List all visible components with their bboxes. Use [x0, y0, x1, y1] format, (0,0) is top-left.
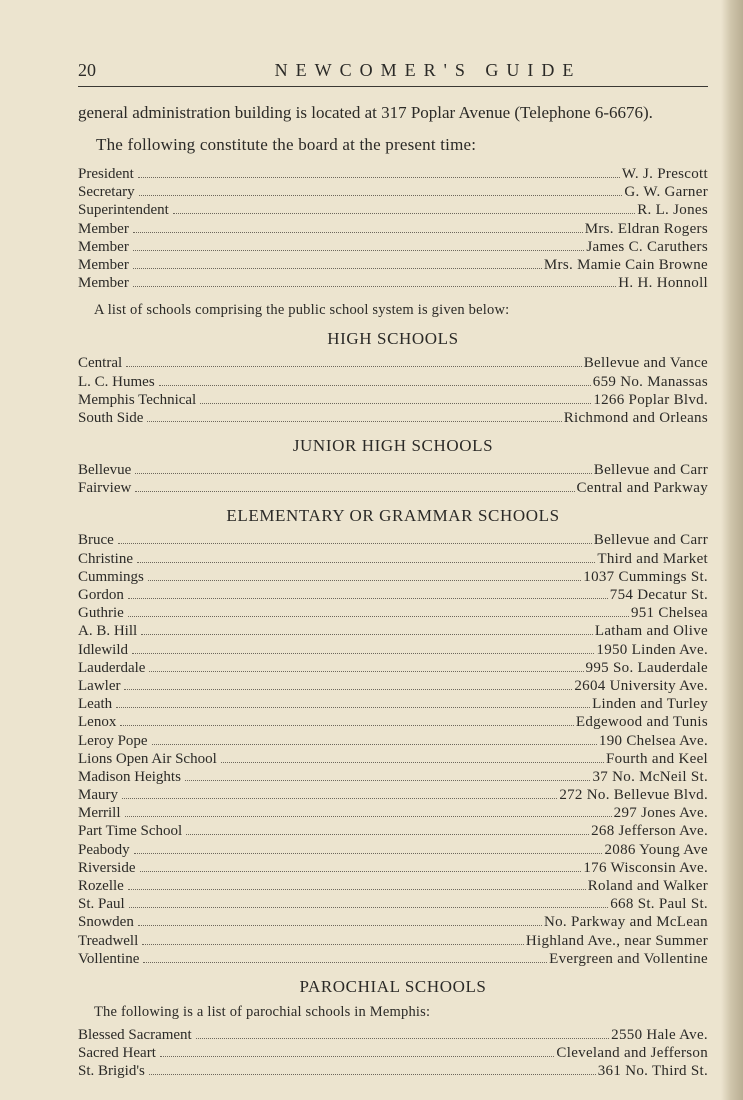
- school-row: [78, 841, 708, 859]
- board-member-name: H. H. Honnoll: [618, 275, 708, 292]
- school-row: [78, 479, 708, 497]
- elementary-schools-list: [78, 531, 708, 968]
- school-row: [78, 859, 708, 877]
- school-name: Bruce: [78, 532, 114, 549]
- school-name: Maury: [78, 787, 118, 804]
- dot-leader: [137, 561, 595, 563]
- school-row: [78, 950, 708, 968]
- school-address: Roland and Walker: [587, 878, 708, 894]
- dot-leader: [142, 943, 524, 945]
- school-row: [78, 604, 708, 622]
- school-address: Bellevue and Carr: [593, 462, 708, 479]
- dot-leader: [116, 706, 590, 708]
- school-name: Peabody: [78, 841, 130, 858]
- board-row: [78, 256, 708, 274]
- parochial-schools-list: [78, 1026, 708, 1081]
- dot-leader: [133, 231, 583, 233]
- board-role: Member: [78, 220, 129, 237]
- school-name: Guthrie: [78, 605, 124, 622]
- dot-leader: [200, 402, 591, 404]
- school-name: Lauderdale: [78, 659, 146, 676]
- page-edge-shadow: [721, 0, 743, 1100]
- board-role: Member: [78, 275, 129, 292]
- dot-leader: [122, 797, 557, 799]
- school-address: Central and Parkway: [576, 480, 708, 497]
- dot-leader: [149, 1073, 596, 1075]
- school-row: [78, 804, 708, 822]
- dot-leader: [159, 384, 591, 386]
- school-row: [78, 641, 708, 659]
- school-name: Bellevue: [78, 462, 132, 479]
- school-name: Lions Open Air School: [78, 750, 217, 767]
- dot-leader: [196, 1037, 609, 1039]
- school-name: Central: [78, 355, 123, 372]
- board-role: Superintendent: [78, 202, 169, 219]
- board-row: [78, 238, 708, 256]
- board-list: [78, 165, 708, 292]
- board-row: [78, 201, 708, 219]
- school-address: 297 Jones Ave.: [613, 805, 708, 822]
- parochial-intro: The following is a list of parochial schools in Memphis:: [94, 1003, 431, 1020]
- school-name: Lenox: [78, 714, 117, 731]
- school-row: [78, 1026, 708, 1044]
- school-name: Memphis Technical: [78, 391, 197, 408]
- dot-leader: [125, 815, 612, 817]
- board-member-name: R. L. Jones: [637, 202, 708, 219]
- school-address: 272 No. Bellevue Blvd.: [559, 787, 708, 804]
- school-row: [78, 1044, 708, 1062]
- dot-leader: [135, 472, 591, 474]
- dot-leader: [135, 490, 574, 492]
- school-name: Merrill: [78, 805, 121, 822]
- junior-high-schools-title: JUNIOR HIGH SCHOOLS: [292, 436, 494, 456]
- school-address: Evergreen and Vollentine: [549, 950, 708, 967]
- dot-leader: [148, 579, 581, 581]
- school-row: [78, 373, 708, 391]
- board-member-name: W. J. Prescott: [621, 166, 708, 182]
- school-address: 176 Wisconsin Ave.: [583, 859, 708, 876]
- running-head: NEWCOMER'S GUIDE: [274, 60, 582, 80]
- school-row: [78, 750, 708, 768]
- junior-high-schools-list: [78, 461, 708, 497]
- school-address: Fourth and Keel: [606, 750, 708, 767]
- school-address: 1950 Linden Ave.: [596, 641, 708, 658]
- dot-leader: [186, 833, 589, 835]
- board-row: [78, 274, 708, 292]
- page-content: [78, 58, 708, 1081]
- dot-leader: [133, 267, 542, 269]
- dot-leader: [141, 633, 593, 635]
- school-name: Sacred Heart: [78, 1045, 156, 1062]
- dot-leader: [118, 542, 592, 544]
- page-header: [78, 58, 708, 87]
- school-row: [78, 713, 708, 731]
- dot-leader: [128, 888, 586, 890]
- dot-leader: [221, 761, 604, 763]
- school-name: St. Paul: [78, 896, 125, 913]
- parochial-schools-title: PAROCHIAL SCHOOLS: [299, 976, 487, 996]
- school-address: Latham and Olive: [594, 623, 708, 640]
- board-member-name: James C. Caruthers: [586, 238, 708, 255]
- dot-leader: [147, 420, 561, 422]
- school-address: Bellevue and Vance: [583, 355, 708, 372]
- school-name: Leath: [78, 696, 113, 713]
- dot-leader: [126, 365, 582, 367]
- school-row: [78, 586, 708, 604]
- school-address: Third and Market: [597, 550, 708, 567]
- school-row: [78, 1062, 708, 1080]
- dot-leader: [133, 249, 585, 251]
- page-number: 20: [78, 60, 96, 80]
- school-name: Vollentine: [78, 950, 140, 967]
- board-role: Member: [78, 256, 129, 273]
- intro-paragraph: general administration building is located at 317 Poplar Avenue (Telephone 6-6676).: [78, 103, 653, 122]
- school-row: [78, 461, 708, 479]
- dot-leader: [143, 961, 547, 963]
- school-name: Christine: [78, 550, 133, 567]
- dot-leader: [160, 1055, 555, 1057]
- board-role: President: [78, 166, 134, 182]
- school-address: 37 No. McNeil St.: [592, 768, 708, 785]
- dot-leader: [128, 615, 629, 617]
- school-name: Gordon: [78, 587, 124, 603]
- dot-leader: [129, 906, 609, 908]
- school-address: 268 Jefferson Ave.: [591, 823, 708, 840]
- school-row: [78, 550, 708, 568]
- school-row: [78, 622, 708, 640]
- school-name: South Side: [78, 409, 144, 426]
- school-address: Bellevue and Carr: [593, 532, 708, 549]
- school-name: Idlewild: [78, 641, 128, 658]
- school-name: Rozelle: [78, 878, 124, 894]
- dot-leader: [149, 670, 583, 672]
- dot-leader: [173, 212, 635, 214]
- school-row: [78, 568, 708, 586]
- school-address: Cleveland and Jefferson: [556, 1045, 708, 1062]
- high-schools-title: HIGH SCHOOLS: [327, 329, 459, 349]
- school-address: 2086 Young Ave: [604, 841, 708, 858]
- school-row: [78, 786, 708, 804]
- school-address: Highland Ave., near Summer: [525, 932, 708, 949]
- school-name: Blessed Sacrament: [78, 1026, 192, 1043]
- school-name: Madison Heights: [78, 768, 181, 785]
- board-member-name: Mrs. Mamie Cain Browne: [543, 256, 708, 273]
- school-row: [78, 732, 708, 750]
- school-name: Riverside: [78, 859, 136, 876]
- school-name: L. C. Humes: [78, 373, 155, 390]
- board-row: [78, 165, 708, 183]
- school-address: 190 Chelsea Ave.: [598, 732, 708, 749]
- school-address: 1037 Cummings St.: [583, 568, 708, 585]
- school-name: Fairview: [78, 480, 132, 497]
- school-address: 659 No. Manassas: [592, 373, 708, 390]
- school-name: A. B. Hill: [78, 623, 138, 640]
- dot-leader: [124, 688, 572, 690]
- school-address: No. Parkway and McLean: [543, 914, 708, 931]
- dot-leader: [185, 779, 591, 781]
- school-name: Part Time School: [78, 823, 183, 840]
- school-row: [78, 354, 708, 372]
- school-row: [78, 768, 708, 786]
- school-address: 995 So. Lauderdale: [585, 659, 708, 676]
- school-address: 361 No. Third St.: [597, 1063, 708, 1080]
- school-name: St. Brigid's: [78, 1063, 145, 1080]
- school-row: [78, 877, 708, 895]
- school-address: 1266 Poplar Blvd.: [593, 391, 708, 408]
- school-row: [78, 822, 708, 840]
- board-row: [78, 183, 708, 201]
- schools-intro: A list of schools comprising the public school system is given below:: [94, 302, 510, 319]
- school-row: [78, 695, 708, 713]
- dot-leader: [138, 924, 542, 926]
- dot-leader: [134, 852, 603, 854]
- dot-leader: [133, 285, 616, 287]
- school-address: Linden and Turley: [592, 696, 708, 713]
- dot-leader: [140, 870, 582, 872]
- school-row: [78, 895, 708, 913]
- board-member-name: G. W. Garner: [624, 184, 708, 201]
- school-address: 951 Chelsea: [630, 605, 708, 622]
- school-address: 2550 Hale Ave.: [611, 1026, 708, 1043]
- dot-leader: [132, 652, 594, 654]
- school-address: Edgewood and Tunis: [575, 714, 708, 731]
- school-row: [78, 932, 708, 950]
- school-address: 754 Decatur St.: [609, 587, 708, 603]
- school-name: Treadwell: [78, 932, 139, 949]
- school-address: 668 St. Paul St.: [610, 896, 708, 913]
- dot-leader: [138, 176, 620, 178]
- school-name: Leroy Pope: [78, 732, 148, 749]
- board-member-name: Mrs. Eldran Rogers: [584, 220, 708, 237]
- dot-leader: [120, 724, 574, 726]
- school-name: Cummings: [78, 568, 144, 585]
- school-row: [78, 409, 708, 427]
- school-row: [78, 659, 708, 677]
- school-row: [78, 531, 708, 549]
- board-role: Member: [78, 238, 129, 255]
- school-row: [78, 677, 708, 695]
- board-row: [78, 220, 708, 238]
- board-role: Secretary: [78, 184, 135, 201]
- school-name: Lawler: [78, 677, 121, 694]
- dot-leader: [139, 194, 623, 196]
- school-row: [78, 391, 708, 409]
- school-address: Richmond and Orleans: [563, 409, 708, 426]
- school-name: Snowden: [78, 914, 134, 931]
- high-schools-list: [78, 354, 708, 427]
- school-address: 2604 University Ave.: [574, 677, 708, 694]
- school-row: [78, 913, 708, 931]
- elementary-schools-title: ELEMENTARY OR GRAMMAR SCHOOLS: [226, 506, 560, 526]
- dot-leader: [128, 597, 608, 599]
- dot-leader: [152, 743, 597, 745]
- board-intro: The following constitute the board at the present time:: [96, 135, 477, 154]
